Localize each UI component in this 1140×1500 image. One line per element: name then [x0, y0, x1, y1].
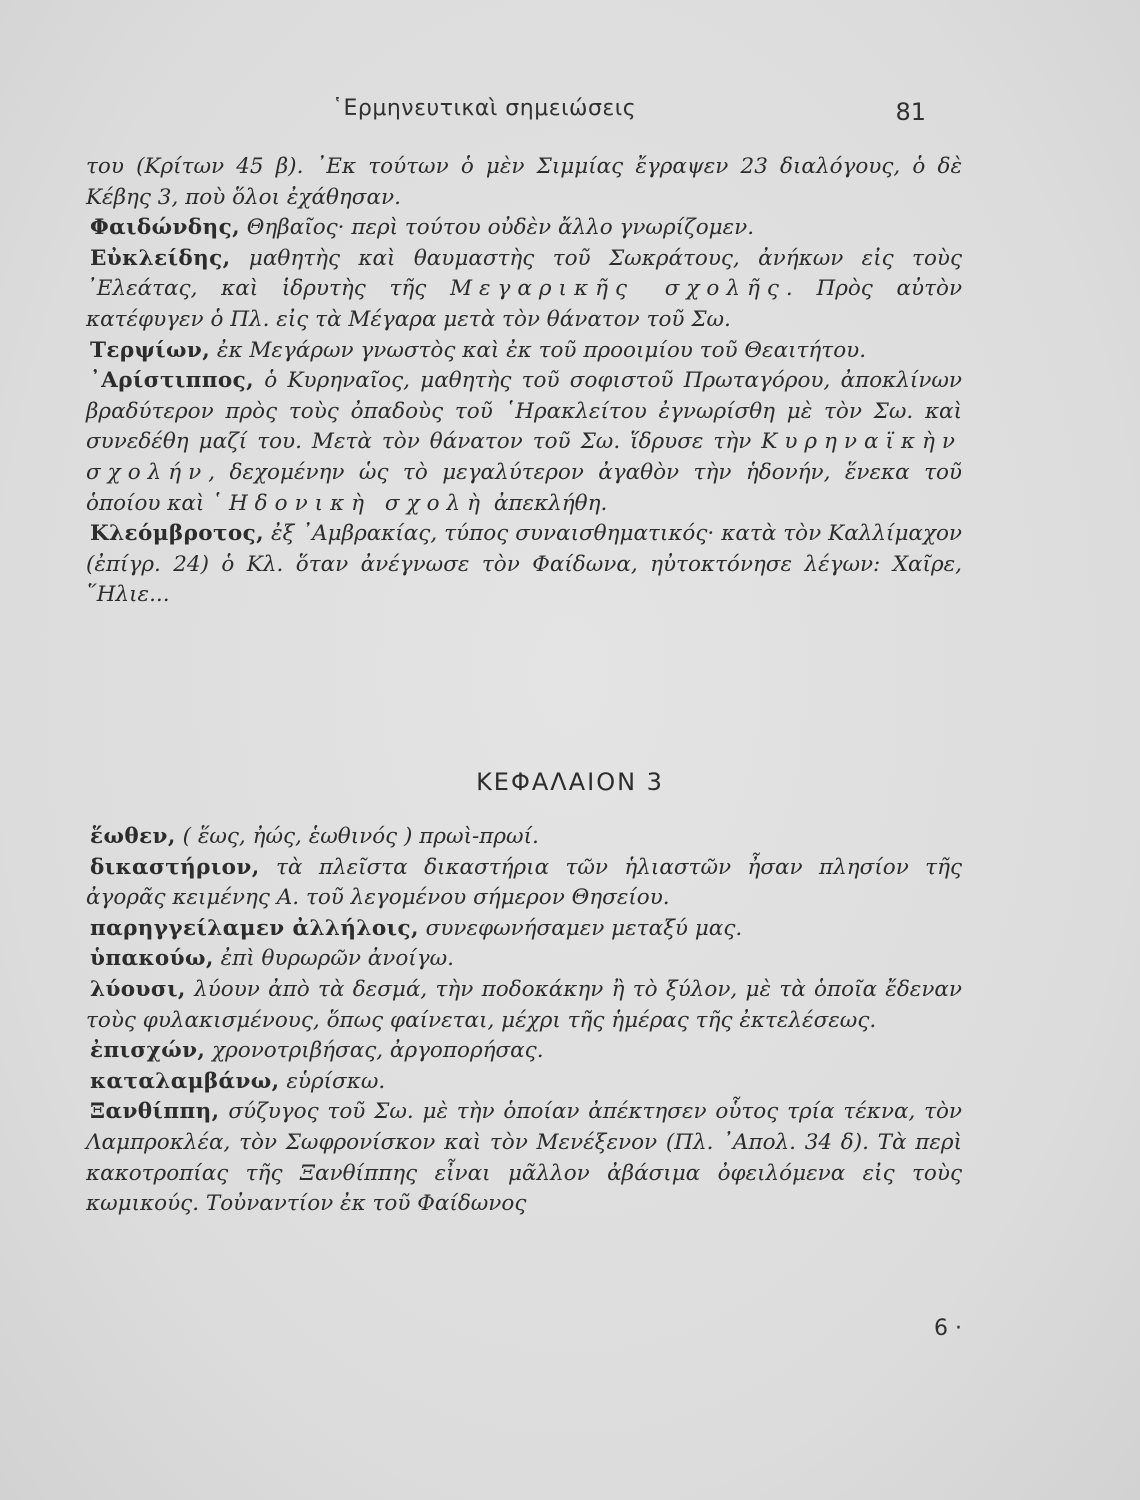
entry-text: χρονοτριβήσας, ἀργοπορήσας. [205, 1038, 544, 1064]
entry-term: καταλαμβάνω, [90, 1068, 280, 1094]
entry-text: μαθητὴς καὶ θαυμαστὴς τοῦ Σωκράτους, ἀνήκων εἰς τοὺς ᾿Ελεάτας, καὶ ἱδρυτὴς τῆς [86, 245, 962, 302]
entry-text: εὑρίσκω. [279, 1068, 386, 1094]
entry-term: Τερψίων, [90, 337, 211, 363]
glossary-entry-hypakouo [86, 944, 962, 975]
entry-text: λύουν ἀπὸ τὰ δεσμά, τὴν ποδοκάκην ἢ τὸ ξύλον, μὲ τὰ ὁποῖα ἔδεναν τοὺς φυλακισμένους, ὅπως φαίνεται, μέχρι τῆς ἡμέρας τῆς ἐκτελέσεως. [86, 976, 962, 1033]
entry-spaced-text: Κυρηναϊκὴν σχολήν [86, 429, 962, 485]
entry-term: ἕωθεν, [90, 824, 176, 849]
entry-text-after: , δεχομένην ὡς τὸ μεγαλύτερον ἀγαθὸν τὴν ἡδονήν, ἕνεκα τοῦ ὁποίου καὶ [86, 459, 962, 516]
running-title: ῾Ερμηνευτικαὶ σημειώσεις [332, 96, 637, 121]
entry-text: ( ἕως, ἠώς, ἑωθινός ) πρωὶ-πρωί. [175, 824, 539, 849]
entry-term: ὑπακούω, [90, 946, 214, 972]
entry-text: τὰ πλεῖστα δικαστήρια τῶν ἡλιαστῶν ἦσαν πλησίον τῆς ἀγορᾶς κειμένης Α. τοῦ λεγομένου σήμερον Θησείου. [86, 854, 962, 911]
entry-text: συνεφωνήσαμεν μεταξύ μας. [418, 915, 743, 941]
chapter-heading: ΚΕΦΑΛΑΙΟΝ 3 [476, 768, 664, 796]
entry-text: ἐκ Μεγάρων γνωστὸς καὶ ἐκ τοῦ προοιμίου τοῦ Θεαιτήτου. [210, 337, 867, 363]
glossary-entry-lyousi [86, 975, 962, 1036]
entry-term: ἐπισχών, [90, 1038, 206, 1064]
printer-signature-mark: 6 · [934, 1316, 962, 1341]
glossary-entry-euclides [86, 244, 962, 336]
glossary-entry-eothen [86, 822, 962, 853]
glossary-entry-phaedondes [86, 213, 962, 244]
entry-term: παρηγγείλαμεν ἀλλήλοις, [90, 915, 419, 941]
entry-text-after-2: ἀπεκλήθη. [487, 490, 608, 516]
glossary-entry-continuation [86, 152, 962, 213]
entry-term: Φαιδώνδης, [90, 215, 240, 241]
entry-text: ἐπὶ θυρωρῶν ἀνοίγω. [213, 946, 454, 972]
entry-text: ὁ Κυρηναῖος, μαθητὴς τοῦ σοφιστοῦ Πρωταγόρου, ἀποκλίνων βραδύτερον πρὸς τοὺς ὀπαδοὺς τοῦ ῾Ηρακλείτου ἐγνωρίσθη μὲ τὸν Σω. καὶ συνεδέθη μαζί του. Μετὰ τὸν θάνατον τοῦ Σω. ἵδρυσε τὴν [86, 368, 962, 455]
glossary-entry-pareggeilamen [86, 914, 962, 945]
entry-spaced-text: Μεγαρικῆς σχολῆς [449, 276, 786, 302]
glossary-entry-katalambano [86, 1067, 962, 1098]
glossary-entry-terpsion [86, 336, 962, 367]
entry-text: του (Κρίτων 45 β). ᾿Εκ τούτων ὁ μὲν Σιμμίας ἔγραψεν 23 διαλόγους, ὁ δὲ Κέβης 3, ποὺ ὅλοι ἐχάθησαν. [86, 154, 962, 210]
running-head [0, 96, 1140, 136]
entry-spaced-text-2: ῾Ηδονικὴ σχολὴ [211, 490, 488, 516]
entry-text-after: . Πρὸς αὐτὸν κατέφυγεν ὁ Πλ. εἰς τὰ Μέγαρα μετὰ τὸν θάνατον τοῦ Σω. [86, 276, 963, 332]
entry-text: σύζυγος τοῦ Σω. μὲ τὴν ὁποίαν ἀπέκτησεν οὗτος τρία τέκνα, τὸν Λαμπροκλέα, τὸν Σωφρονίσκον καὶ τὸν Μενέξενον (Πλ. ᾿Απολ. 34 δ). Τὰ περὶ κακοτροπίας τῆς Ξανθίππης εἶναι μᾶλλον ἀβάσιμα ὀφειλόμενα εἰς τοὺς κωμικούς. Τοὐναντίον ἐκ τοῦ Φαίδωνος [86, 1099, 962, 1217]
glossary-entry-epischon [86, 1036, 962, 1067]
glossary-bottom [86, 822, 962, 1220]
entry-term: δικαστήριον, [90, 854, 260, 880]
entry-term: Ξανθίππη, [90, 1099, 220, 1125]
glossary-entry-xanthippe [86, 1097, 962, 1219]
entry-text: ἐξ ᾿Αμβρακίας, τύπος συναισθηματικός· κατὰ τὸν Καλλίμαχον (ἐπίγρ. 24) ὁ Κλ. ὅταν ἀνέγνωσε τὸν Φαίδωνα, ηὐτοκτόνησε λέγων: Χαῖρε, ῞Ηλιε... [86, 521, 962, 608]
entry-term: Κλεόμβροτος, [90, 521, 265, 547]
glossary-entry-dikasterion [86, 853, 962, 914]
glossary-entry-cleombrotus [86, 519, 962, 611]
glossary-entry-aristippus [86, 366, 962, 519]
entry-term: λύουσι, [90, 976, 186, 1002]
glossary-top [86, 152, 962, 611]
entry-term: ᾿Αρίστιππος, [90, 368, 255, 394]
page-number: 81 [895, 98, 926, 126]
entry-term: Εὐκλείδης, [90, 245, 231, 271]
entry-text: Θηβαῖος· περὶ τούτου οὐδὲν ἄλλο γνωρίζομεν. [239, 215, 755, 241]
